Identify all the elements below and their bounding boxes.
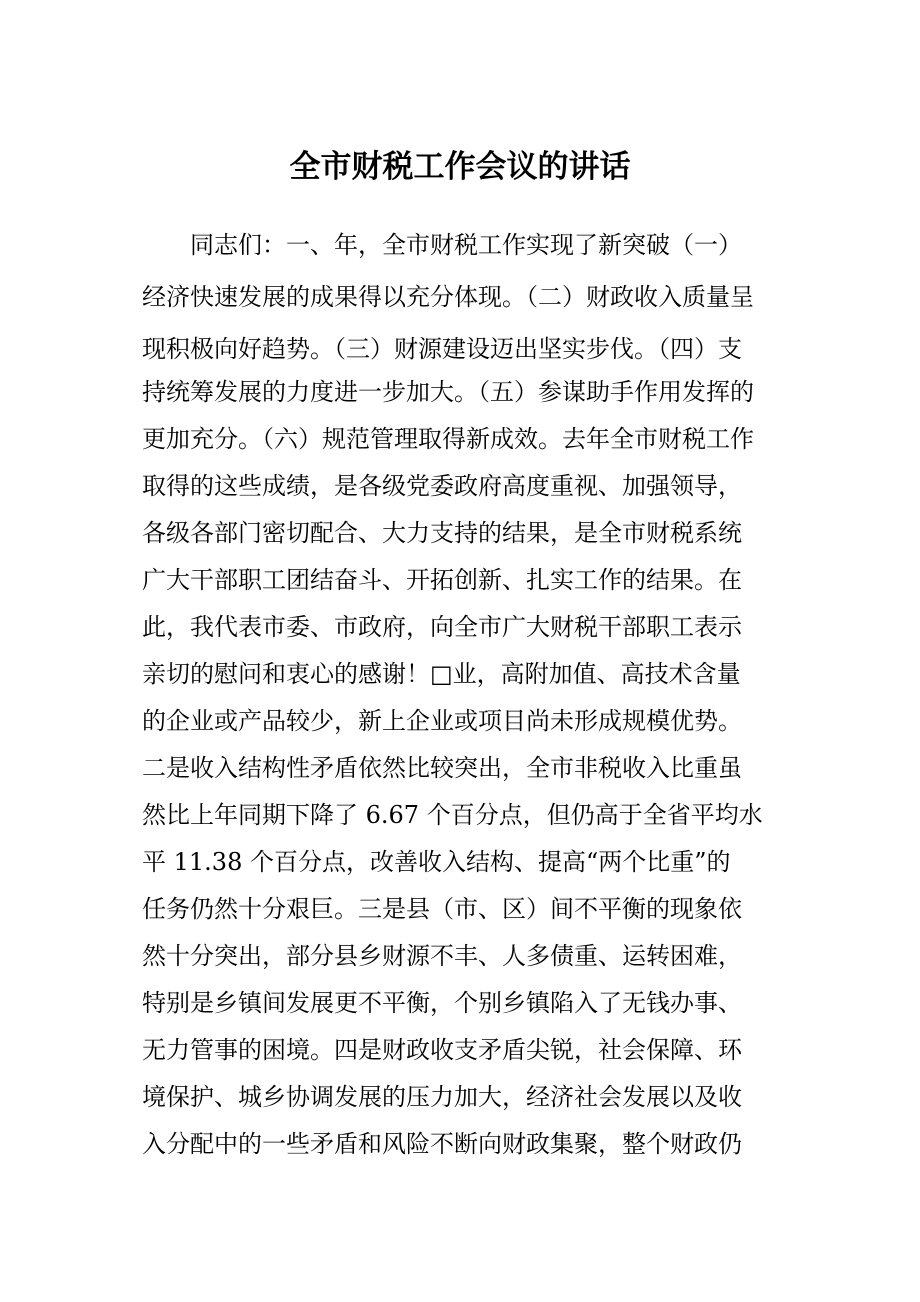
- body-line: 同志们：一、年，全市财税工作实现了新突破（一）: [190, 231, 742, 259]
- body-line: 境保护、城乡协调发展的压力加大，经济社会发展以及收: [142, 1083, 742, 1111]
- body-line: 持统筹发展的力度进一步加大。（五）参谋助手作用发挥的: [142, 378, 754, 406]
- body-line: 的企业或产品较少，新上企业或项目尚未形成规模优势。: [142, 707, 742, 735]
- body-line: 然十分突出，部分县乡财源不丰、人多债重、运转困难，: [142, 942, 742, 970]
- body-line: 入分配中的一些矛盾和风险不断向财政集聚，整个财政仍: [142, 1130, 742, 1158]
- body-line: 各级各部门密切配合、大力支持的结果，是全市财税系统: [142, 519, 742, 547]
- body-line: 此，我代表市委、市政府，向全市广大财税干部职工表示: [142, 613, 742, 641]
- body-line: 二是收入结构性矛盾依然比较突出，全市非税收入比重虽: [142, 754, 742, 782]
- body-line: 现积极向好趋势。（三）财源建设迈出坚实步伐。（四）支: [142, 335, 742, 363]
- body-line: 平 11.38 个百分点，改善收入结构、提高“两个比重”的: [142, 848, 731, 876]
- body-line: 无力管事的困境。四是财政收支矛盾尖锐，社会保障、环: [142, 1036, 742, 1064]
- body-line: 广大干部职工团结奋斗、开拓创新、扎实工作的结果。在: [142, 566, 742, 594]
- body-line: 然比上年同期下降了 6.67 个百分点，但仍高于全省平均水: [142, 801, 763, 829]
- body-line: 更加充分。（六）规范管理取得新成效。去年全市财税工作: [142, 425, 754, 453]
- body-line: 取得的这些成绩，是各级党委政府高度重视、加强领导，: [142, 472, 742, 500]
- body-line: 经济快速发展的成果得以充分体现。（二）财政收入质量呈: [142, 283, 754, 311]
- body-line: 特别是乡镇间发展更不平衡，个别乡镇陷入了无钱办事、: [142, 989, 742, 1017]
- body-line: 亲切的慰问和衷心的感谢！□业，高附加值、高技术含量: [142, 660, 741, 688]
- document-title: 全市财税工作会议的讲话: [289, 149, 631, 185]
- body-line: 任务仍然十分艰巨。三是县（市、区）间不平衡的现象依: [142, 895, 742, 923]
